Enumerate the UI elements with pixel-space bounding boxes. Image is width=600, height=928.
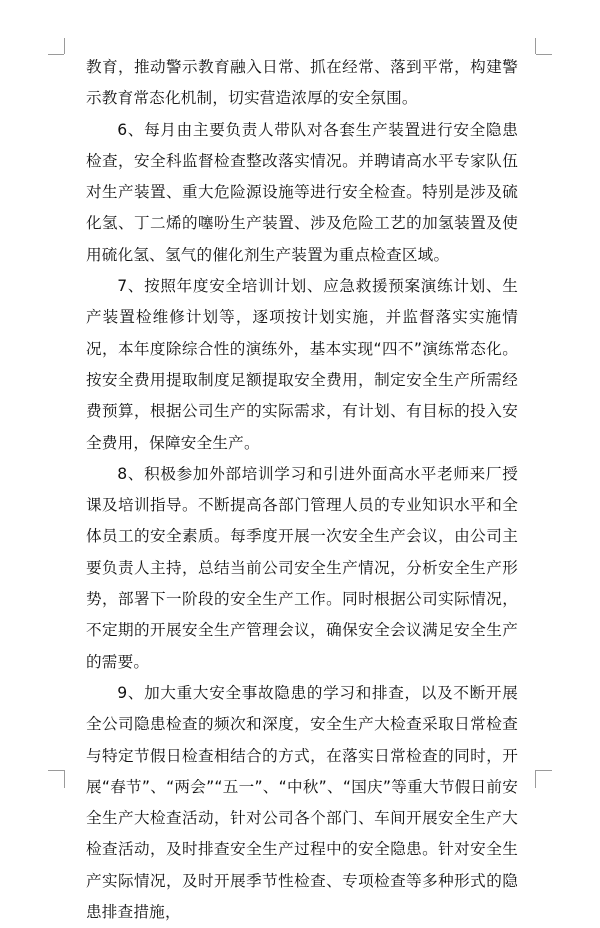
crop-mark-bottom-left (48, 770, 64, 771)
paragraph-continuation: 教育，推动警示教育融入日常、抓在经常、落到平常，构建警示教育常态化机制，切实营造浓厚的安全氛围。 (86, 58, 518, 108)
crop-mark-top-left (64, 38, 65, 54)
crop-mark-top-right (536, 54, 552, 55)
paragraph-item-7: 7、按照年度安全培训计划、应急救援预案演练计划、生产装置检维修计划等，逐项按计划实施，并监督落实实施情况，本年度除综合性的演练外，基本实现“四不”演练常态化。按安全费用提取制度足额提取安全费用，制定安全生产所需经费预算，根据公司生产的实际需求，有计划、有目标的投入安全费用，保障安全生产。 (86, 277, 518, 452)
crop-mark-top-right (535, 38, 536, 54)
crop-mark-bottom-left (64, 770, 65, 788)
crop-mark-top-left (48, 54, 64, 55)
paragraph-item-9: 9、加大重大安全事故隐患的学习和排查，以及不断开展全公司隐患检查的频次和深度，安全生产大检查采取日常检查与特定节假日检查相结合的方式，在落实日常检查的同时，开展“春节”、“两会”“五一”、“中秋”、“国庆”等重大节假日前安全生产大检查活动，针对公司各个部门、车间开展安全生产大检查活动，及时排查安全生产过程中的安全隐患。针对安全生产实际情况，及时开展季节性检查、专项检查等多种形式的隐患排查措施， (86, 683, 518, 922)
document-body (86, 52, 518, 928)
paragraph-item-8: 8、积极参加外部培训学习和引进外面高水平老师来厂授课及培训指导。不断提高各部门管理人员的专业知识水平和全体员工的安全素质。每季度开展一次安全生产会议，由公司主要负责人主持，总结当前公司安全生产情况，分析安全生产形势，部署下一阶段的安全生产工作。同时根据公司实际情况，不定期的开展安全生产管理会议，确保安全会议满足安全生产的需要。 (86, 464, 518, 671)
crop-mark-bottom-right (535, 770, 536, 788)
paragraph-item-6: 6、每月由主要负责人带队对各套生产装置进行安全隐患检查，安全科监督检查整改落实情况。并聘请高水平专家队伍对生产装置、重大危险源设施等进行安全检查。特别是涉及硫化氢、丁二烯的噻吩生产装置、涉及危险工艺的加氢装置及使用硫化氢、氢气的催化剂生产装置为重点检查区域。 (86, 120, 518, 264)
crop-mark-bottom-right (536, 770, 552, 771)
